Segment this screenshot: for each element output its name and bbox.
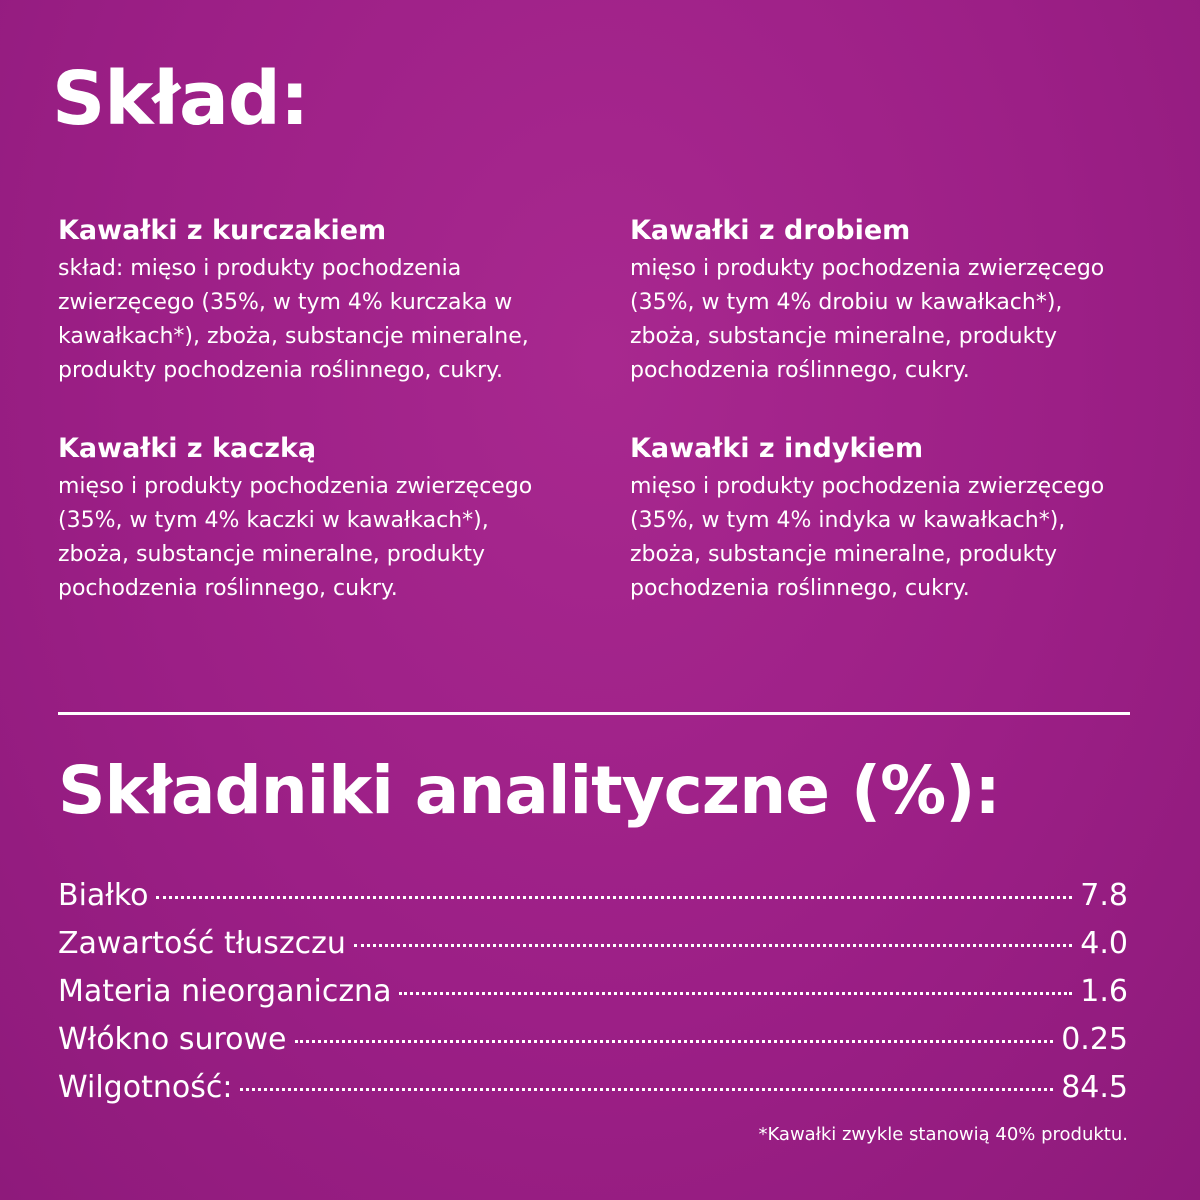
composition-block-heading: Kawałki z kaczką bbox=[58, 433, 317, 464]
composition-block bbox=[630, 432, 1170, 606]
composition-column-right bbox=[630, 214, 1170, 606]
section-divider bbox=[58, 712, 1130, 715]
analysis-title: Składniki analityczne (%): bbox=[58, 752, 1000, 829]
analysis-label: Zawartość tłuszczu bbox=[58, 926, 346, 961]
composition-block bbox=[630, 214, 1170, 388]
analysis-value: 7.8 bbox=[1080, 878, 1128, 913]
composition-block-text: skład: mięso i produkty pochodzenia zwierzęcego (35%, w tym 4% kurczaka w kawałkach*), zboża, substancje mineralne, produkty pochodzenia roślinnego, cukry. bbox=[58, 256, 529, 383]
composition-block-heading: Kawałki z kurczakiem bbox=[58, 215, 387, 246]
composition-block-text: mięso i produkty pochodzenia zwierzęcego (35%, w tym 4% kaczki w kawałkach*), zboża, substancje mineralne, produkty pochodzenia roślinnego, cukry. bbox=[58, 474, 533, 601]
composition-block-text: mięso i produkty pochodzenia zwierzęcego (35%, w tym 4% indyka w kawałkach*), zboża, substancje mineralne, produkty pochodzenia roślinnego, cukry. bbox=[630, 474, 1105, 601]
analysis-label: Białko bbox=[58, 878, 149, 913]
analysis-value: 0.25 bbox=[1061, 1022, 1128, 1057]
composition-block-heading: Kawałki z drobiem bbox=[630, 215, 911, 246]
analysis-value: 4.0 bbox=[1080, 926, 1128, 961]
composition-block bbox=[58, 432, 598, 606]
composition-block bbox=[58, 214, 598, 388]
composition-title: Skład: bbox=[52, 56, 309, 142]
analysis-list bbox=[58, 872, 1128, 1112]
analysis-row bbox=[58, 920, 1128, 968]
dot-leader bbox=[240, 1088, 1053, 1091]
dot-leader bbox=[295, 1040, 1054, 1043]
analysis-row bbox=[58, 1016, 1128, 1064]
analysis-label: Włókno surowe bbox=[58, 1022, 287, 1057]
dot-leader bbox=[399, 992, 1072, 995]
analysis-label: Materia nieorganiczna bbox=[58, 974, 392, 1009]
analysis-label: Wilgotność: bbox=[58, 1070, 233, 1105]
composition-block-heading: Kawałki z indykiem bbox=[630, 433, 924, 464]
dot-leader bbox=[354, 944, 1072, 947]
composition-column-left bbox=[58, 214, 598, 606]
analysis-row bbox=[58, 1064, 1128, 1112]
composition-block-text: mięso i produkty pochodzenia zwierzęcego (35%, w tym 4% drobiu w kawałkach*), zboża, substancje mineralne, produkty pochodzenia roślinnego, cukry. bbox=[630, 256, 1105, 383]
dot-leader bbox=[156, 896, 1072, 899]
footnote: *Kawałki zwykle stanowią 40% produktu. bbox=[758, 1124, 1128, 1145]
analysis-row bbox=[58, 968, 1128, 1016]
analysis-row bbox=[58, 872, 1128, 920]
analysis-value: 1.6 bbox=[1080, 974, 1128, 1009]
analysis-value: 84.5 bbox=[1061, 1070, 1128, 1105]
